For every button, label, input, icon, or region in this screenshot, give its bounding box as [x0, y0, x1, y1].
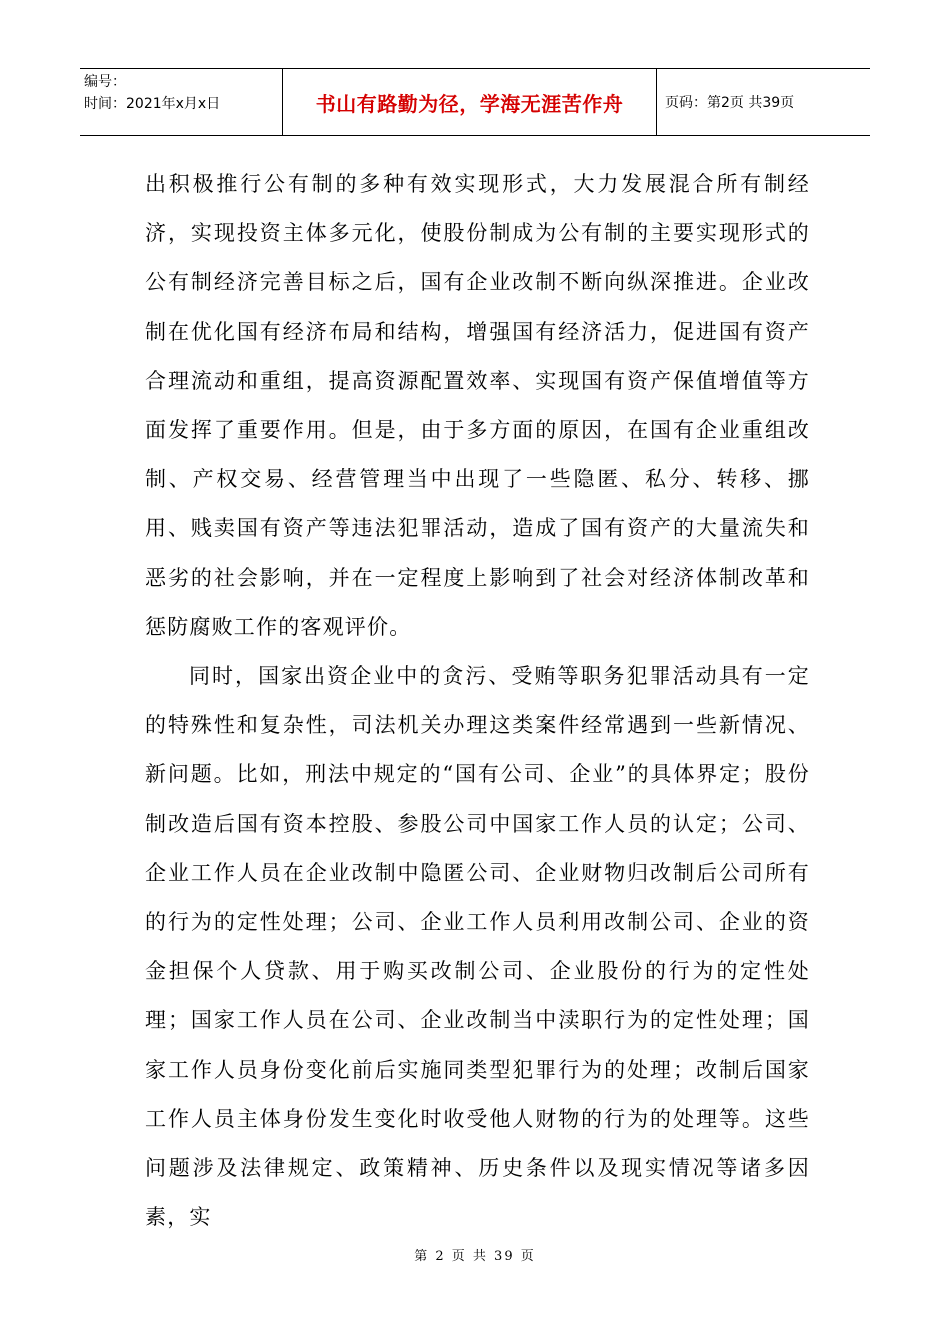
- document-body: [145, 160, 810, 1242]
- header-meta-cell: [80, 69, 283, 135]
- header-page-cell: [657, 69, 870, 135]
- document-number-label: 编号：: [84, 74, 126, 90]
- header-page-code: 页码：第2页 共39页: [665, 95, 795, 111]
- document-date-label: 时间：2021年x月x日: [84, 96, 221, 112]
- header-motto: 书山有路勤为径，学海无涯苦作舟: [315, 91, 624, 116]
- footer-page-number: 第 2 页 共 39 页: [414, 1249, 536, 1264]
- body-paragraph: 同时，国家出资企业中的贪污、受贿等职务犯罪活动具有一定的特殊性和复杂性，司法机关办理这类案件经常遇到一些新情况、新问题。比如，刑法中规定的“国有公司、企业”的具体界定；股份制改造后国有资本控股、参股公司中国家工作人员的认定；公司、企业工作人员在企业改制中隐匿公司、企业财物归改制后公司所有的行为的定性处理；公司、企业工作人员利用改制公司、企业的资金担保个人贷款、用于购买改制公司、企业股份的行为的定性处理；国家工作人员在公司、企业改制当中渎职行为的定性处理；国家工作人员身份变化前后实施同类型犯罪行为的处理；改制后国家工作人员主体身份发生变化时收受他人财物的行为的处理等。这些问题涉及法律规定、政策精神、历史条件以及现实情况等诸多因素，实: [145, 664, 810, 1230]
- page-footer: [0, 1245, 950, 1264]
- header-motto-cell: [283, 69, 657, 135]
- page-header: [80, 68, 870, 136]
- body-paragraph: 出积极推行公有制的多种有效实现形式，大力发展混合所有制经济，实现投资主体多元化，使股份制成为公有制的主要实现形式的公有制经济完善目标之后，国有企业改制不断向纵深推进。企业改制在优化国有经济布局和结构，增强国有经济活力，促进国有资产合理流动和重组，提高资源配置效率、实现国有资产保值增值等方面发挥了重要作用。但是，由于多方面的原因，在国有企业重组改制、产权交易、经营管理当中出现了一些隐匿、私分、转移、挪用、贱卖国有资产等违法犯罪活动，造成了国有资产的大量流失和恶劣的社会影响，并在一定程度上影响到了社会对经济体制改革和惩防腐败工作的客观评价。: [145, 172, 810, 639]
